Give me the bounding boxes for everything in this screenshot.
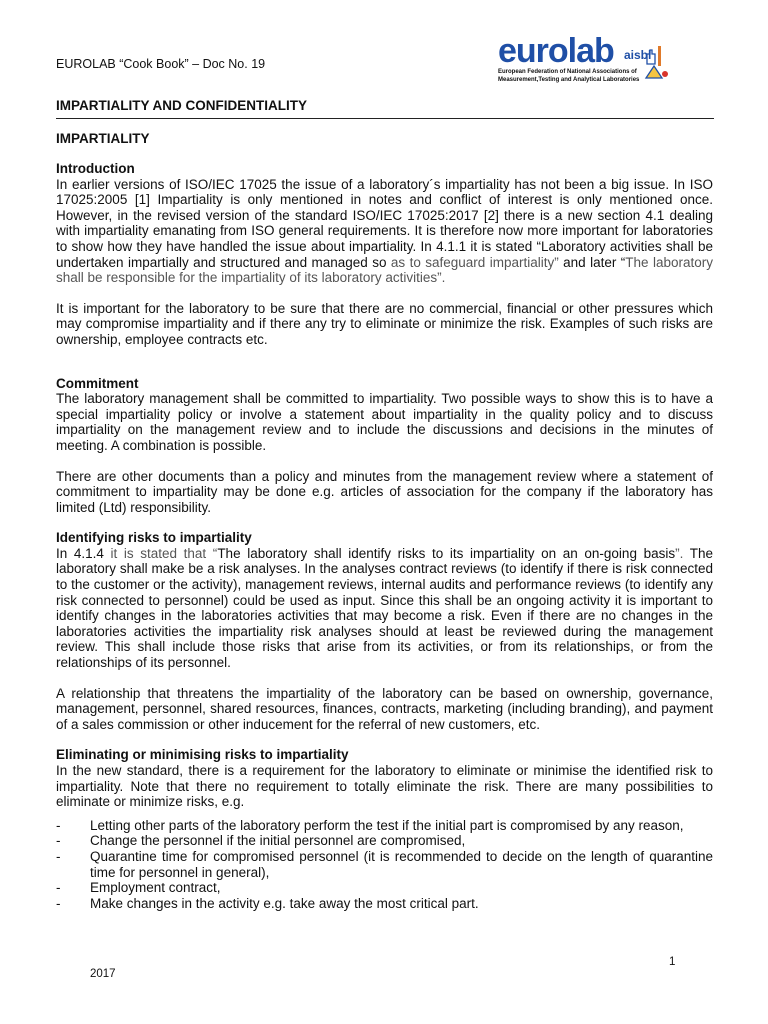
logo-aisbl: aisbl bbox=[624, 48, 652, 62]
logo-word: eurolab bbox=[498, 32, 614, 70]
identifying-heading: Identifying risks to impartiality bbox=[56, 530, 252, 546]
page-number: 1 bbox=[669, 956, 676, 968]
identifying-p1-e: The laboratory shall make be a risk analyses. In the analyses contract reviews (to identify if there is risk connected to the customer or the activity), management reviews, internal audits and performance reviews (to identify any risk connected to personnel) could be used as input. Since this shall be an ongoing activity it is important to identify changes in the laboratories activities that may become a risk. Even if there are no changes in the laboratories activities the impartiality risk analyses should at least be reviewed during the management review. This shall include those risks that arise from its activities, or from its relationships, or from the relationships of its personnel. bbox=[56, 545, 713, 671]
list-item: - Letting other parts of the laboratory perform the test if the initial part is compromised by any reason, bbox=[56, 818, 713, 834]
logo-subtitle bbox=[498, 69, 639, 84]
footer-year: 2017 bbox=[90, 968, 116, 980]
identifying-p1-a: In 4.1.4 bbox=[56, 545, 111, 561]
commitment-paragraph-2: There are other documents than a policy and minutes from the management review where a statement of commitment to impartiality may be done e.g. articles of association for the company if the laboratory has limited (Ltd) responsibility. bbox=[56, 468, 713, 515]
doc-label: EUROLAB “Cook Book” – Doc No. 19 bbox=[56, 57, 266, 71]
identifying-paragraph-1 bbox=[56, 546, 713, 671]
eliminating-heading: Eliminating or minimising risks to impartiality bbox=[56, 747, 349, 763]
identifying-p1-c: The laboratory shall identify risks to its impartiality on an on-going basis bbox=[217, 545, 676, 561]
intro-p1-c: and later “ bbox=[558, 254, 626, 270]
document-body bbox=[56, 161, 713, 911]
intro-p1-d: The laboratory shall be responsible for the impartiality of its laboratory activities”. bbox=[56, 254, 713, 286]
list-item: - Make changes in the activity e.g. take away the most critical part. bbox=[56, 896, 713, 912]
intro-heading: Introduction bbox=[56, 161, 135, 176]
intro-p1-a: In earlier versions of ISO/IEC 17025 the issue of a laboratory´s impartiality has not been a big issue. In ISO 17025:2005 [1] Impartiality is only mentioned in notes and conflict of interest is only mentioned once. However, in the revised version of the standard ISO/IEC 17025:2017 [2] there is a new section 4.1 dealing with impartiality emanating from ISO general requirements. It is therefore now more important for laboratories to show how they have handled the issue about impartiality. In 4.1.1 it is stated “Laboratory activities shall be undertaken impartially and structured and managed so bbox=[56, 176, 713, 270]
commitment-paragraph-1: The laboratory management shall be committed to impartiality. Two possible ways to show this is to have a special impartiality policy or involve a statement about impartiality in the quality policy and to discuss impartiality on the management review and to include the discussions and decisions in the minutes of meeting. A combination is possible. bbox=[56, 391, 713, 453]
intro-paragraph-2: It is important for the laboratory to be sure that there are no commercial, financial or other pressures which may compromise impartiality and if there any try to eliminate or minimize the risk. Examples of such risks are ownership, employee contracts etc. bbox=[56, 300, 713, 347]
identifying-p1-b: it is stated that “ bbox=[110, 545, 218, 561]
title-rule bbox=[56, 118, 714, 119]
list-item: - Employment contract, bbox=[56, 880, 713, 896]
eliminating-paragraph-1: In the new standard, there is a requirement for the laboratory to eliminate or minimise the identified risk to impartiality. Note that there no requirement to totally eliminate the risk. There are many possibilities to eliminate or minimize risks, e.g. bbox=[56, 763, 713, 810]
logo-subtitle-line-2: Measurement,Testing and Analytical Laboratories bbox=[498, 76, 640, 83]
identifying-paragraph-2: A relationship that threatens the impartiality of the laboratory can be based on ownership, governance, management, personnel, shared resources, finances, contracts, marketing (including branding), and payment of a sales commission or other inducement for the referral of new customers, etc. bbox=[56, 685, 713, 732]
list-item: - Quarantine time for compromised personnel (it is recommended to decide on the length of quarantine time for personnel in general), bbox=[56, 849, 713, 880]
intro-p1-b: as to safeguard impartiality” bbox=[390, 254, 559, 270]
risk-mitigation-list bbox=[56, 818, 713, 912]
list-item: - Change the personnel if the initial personnel are compromised, bbox=[56, 833, 713, 849]
intro-paragraph-1 bbox=[56, 177, 713, 286]
identifying-p1-d: ”. bbox=[675, 545, 684, 561]
logo-subtitle-line-1: European Federation of National Associations of bbox=[498, 69, 637, 75]
lab-flask-icon bbox=[644, 44, 670, 80]
document-title: IMPARTIALITY AND CONFIDENTIALITY bbox=[56, 98, 307, 113]
commitment-heading: Commitment bbox=[56, 375, 139, 391]
section-title: IMPARTIALITY bbox=[56, 131, 150, 146]
